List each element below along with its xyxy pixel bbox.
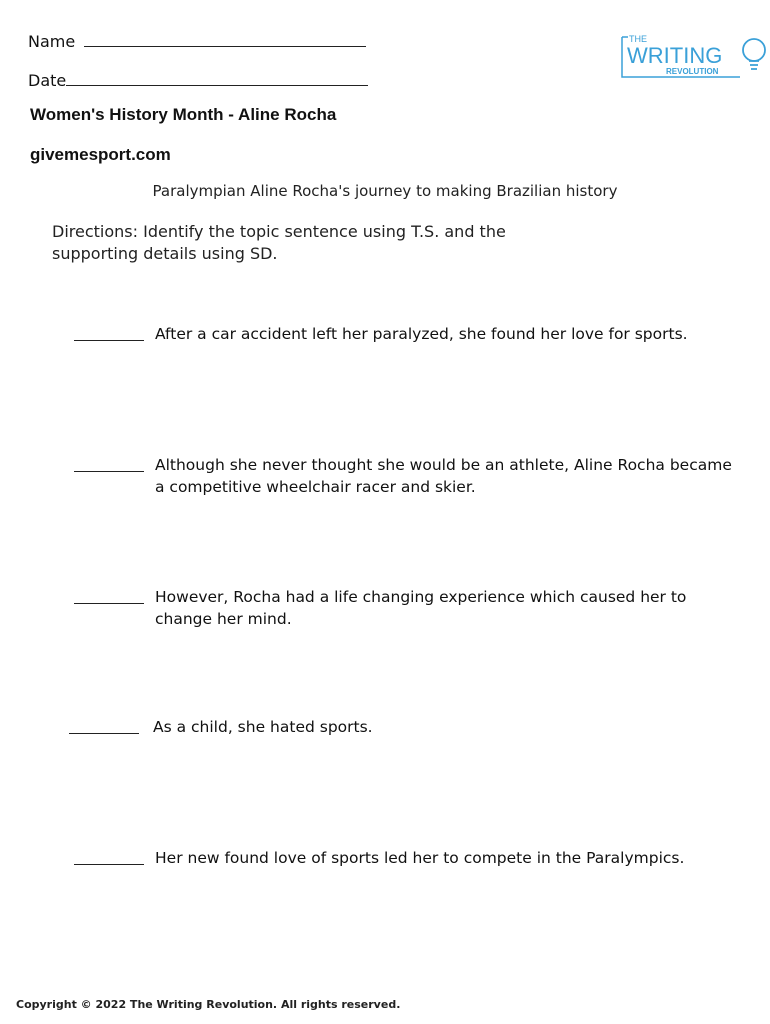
logo-graphic — [620, 33, 768, 79]
answer-blank-2[interactable] — [74, 471, 144, 472]
lightbulb-icon — [743, 39, 765, 69]
page-title: Women's History Month - Aline Rocha — [30, 105, 337, 124]
name-field[interactable] — [28, 32, 366, 51]
writing-revolution-logo — [620, 33, 768, 79]
logo-line1: THE — [629, 34, 647, 44]
sentence-3: However, Rocha had a life changing experience which caused her to change her mind. — [155, 588, 687, 628]
sentence-1: After a car accident left her paralyzed, she found her love for sports. — [155, 325, 688, 343]
date-label: Date — [28, 71, 67, 90]
answer-blank-3[interactable] — [74, 603, 144, 604]
sentence-2: Although she never thought she would be an athlete, Aline Rocha became a competitive wheelchair racer and skier. — [155, 456, 732, 496]
answer-blank-4[interactable] — [69, 733, 139, 734]
directions: Directions: Identify the topic sentence using T.S. and the supporting details using SD. — [52, 222, 506, 263]
sentence-5: Her new found love of sports led her to compete in the Paralympics. — [155, 849, 685, 867]
date-field[interactable] — [28, 71, 368, 90]
name-label: Name — [28, 32, 76, 51]
answer-blank-5[interactable] — [74, 864, 144, 865]
copyright-footer: Copyright © 2022 The Writing Revolution. All rights reserved. — [16, 998, 401, 1011]
date-line[interactable] — [66, 85, 368, 86]
logo-line3: REVOLUTION — [666, 67, 719, 76]
answer-blank-1[interactable] — [74, 340, 144, 341]
name-line[interactable] — [84, 46, 366, 47]
logo-line2: WRITING — [627, 43, 723, 68]
sentence-4: As a child, she hated sports. — [153, 718, 373, 736]
source-text: givemesport.com — [30, 145, 171, 164]
article-subtitle: Paralympian Aline Rocha's journey to making Brazilian history — [152, 182, 618, 200]
